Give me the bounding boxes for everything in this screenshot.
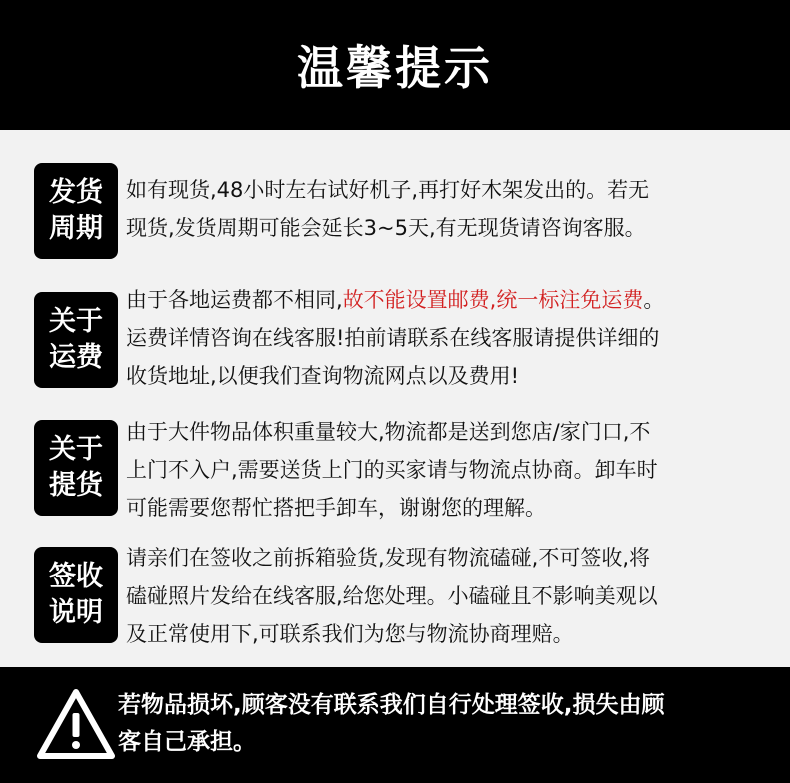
text-line: 收货地址,以便我们查询物流网点以及费用! [126,364,520,388]
footer-line: 客自己承担。 [118,729,256,755]
footer-warning [0,667,790,783]
text-line: 及正常使用下,可联系我们为您与物流协商理赔。 [126,622,574,646]
tag-line: 运费 [49,342,103,373]
text-line: 由于大件物品体积重量较大,物流都是送到您店/家门口,不 [126,420,651,444]
section-text [126,413,746,527]
tag-shipping-period [34,163,118,259]
tag-signing [34,547,118,643]
text-line: 磕碰照片发给在线客服,给您处理。小磕碰且不影响美观以 [126,584,658,608]
text-line: 上门不入户,需要送货上门的买家请与物流点协商。卸车时 [126,458,658,482]
tag-line: 提货 [49,470,103,501]
footer-text [118,687,768,761]
text-line: 现货,发货周期可能会延长3~5天,有无现货请咨询客服。 [126,216,646,240]
tag-line: 签收 [49,561,103,592]
section-text [126,281,746,395]
section-text [126,539,746,653]
tag-line: 关于 [49,434,103,465]
section-text [126,171,746,247]
text-line: 运费详情咨询在线客服!拍前请联系在线客服请提供详细的 [126,326,660,350]
text-line [126,281,746,319]
text-line: 可能需要您帮忙搭把手卸车，谢谢您的理解。 [126,496,546,520]
tag-line: 说明 [49,597,103,628]
text-highlight-red: 故不能设置邮费,统一标注免运费 [342,288,644,312]
text-normal: 由于各地运费都不相同, [126,288,343,312]
tag-shipping-fee [34,292,118,388]
tag-pickup [34,420,118,516]
header-bar [0,0,790,130]
footer-line: 若物品损坏,顾客没有联系我们自行处理签收,损失由顾 [118,692,665,718]
tag-line: 发货 [49,177,103,208]
text-line: 请亲们在签收之前拆箱验货,发现有物流磕碰,不可签收,将 [126,546,651,570]
text-normal: 。 [643,288,665,312]
page-title: 温馨提示 [297,41,493,95]
text-line: 如有现货,48小时左右试好机子,再打好木架发出的。若无 [126,178,650,202]
tag-line: 关于 [49,306,103,337]
warning-triangle-icon [36,687,116,761]
tag-line: 周期 [49,213,103,244]
